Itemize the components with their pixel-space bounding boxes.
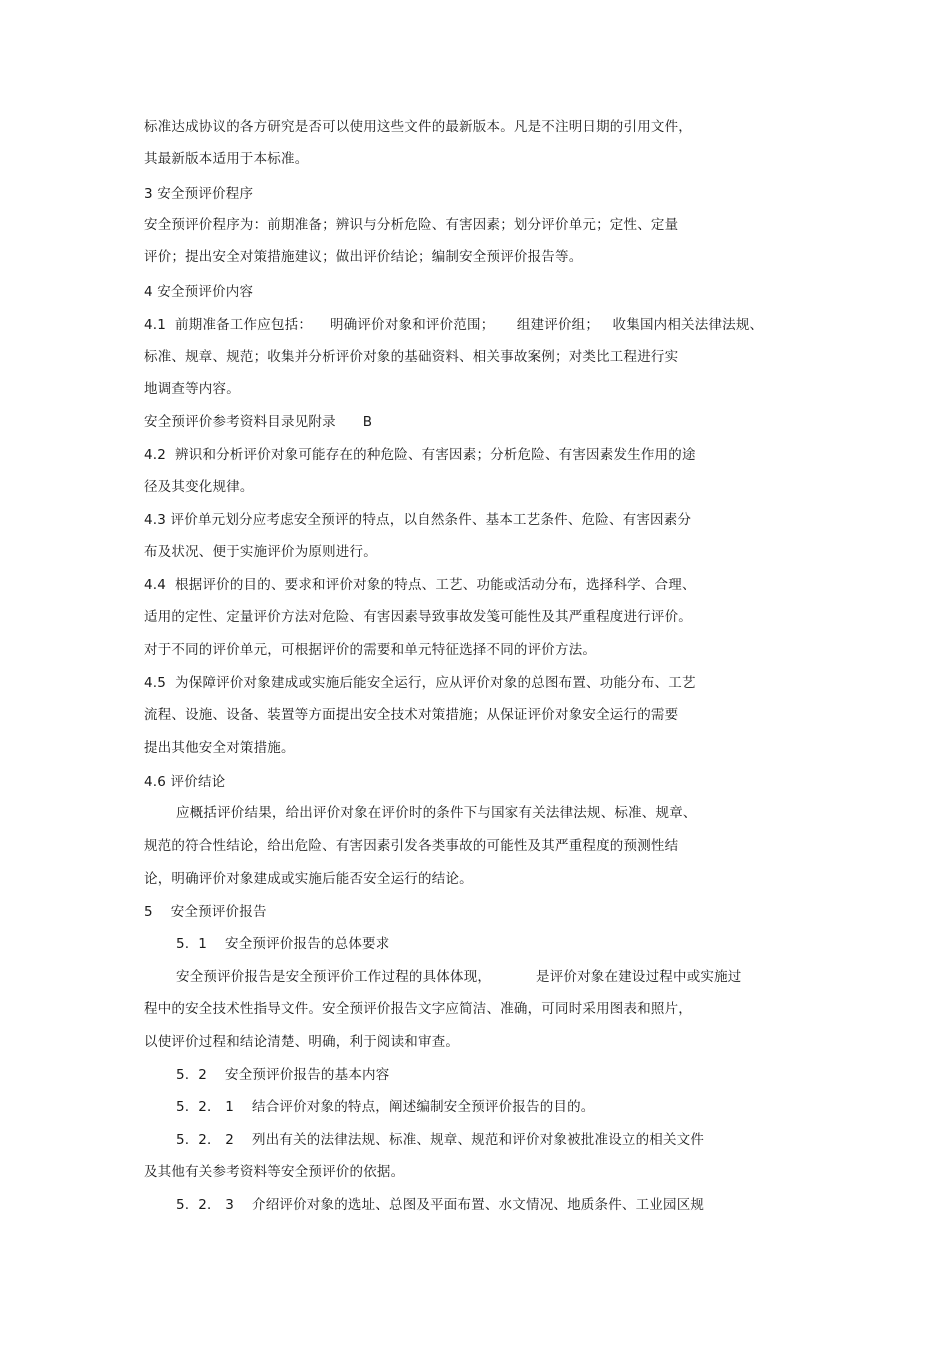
text-line: 安全预评价程序为：前期准备；辨识与分析危险、有害因素；划分评价单元；定性、定量 bbox=[144, 217, 679, 233]
text-line: 提出其他安全对策措施。 bbox=[144, 740, 295, 756]
text-line: 以使评价过程和结论清楚、明确，利于阅读和审查。 bbox=[144, 1034, 460, 1050]
section-heading: 5 安全预评价报告 bbox=[144, 904, 267, 920]
text-line: 及其他有关参考资料等安全预评价的依据。 bbox=[144, 1164, 405, 1180]
text-line: 标准达成协议的各方研究是否可以使用这些文件的最新版本。凡是不注明日期的引用文件， bbox=[144, 119, 692, 135]
text-line: 其最新版本适用于本标准。 bbox=[144, 151, 309, 167]
text-line: 4.4 根据评价的目的、要求和评价对象的特点、工艺、功能或活动分布，选择科学、合理、 bbox=[144, 577, 696, 593]
section-heading: 3 安全预评价程序 bbox=[144, 186, 254, 202]
text-line: 对于不同的评价单元，可根据评价的需要和单元特征选择不同的评价方法。 bbox=[144, 642, 597, 658]
subsection-heading: 5. 1 安全预评价报告的总体要求 bbox=[176, 936, 390, 952]
text-line: 5. 2． 3 介绍评价对象的选址、总图及平面布置、水文情况、地质条件、工业园区规 bbox=[176, 1197, 705, 1213]
section-heading: 4.6 评价结论 bbox=[144, 774, 226, 790]
text-line: 安全预评价参考资料目录见附录 B bbox=[144, 414, 373, 430]
text-line: 流程、设施、设备、装置等方面提出安全技术对策措施；从保证评价对象安全运行的需要 bbox=[144, 707, 679, 723]
text-line: 标准、规章、规范；收集并分析评价对象的基础资料、相关事故案例；对类比工程进行实 bbox=[144, 349, 679, 365]
text-line: 程中的安全技术性指导文件。安全预评价报告文字应简洁、准确，可同时采用图表和照片， bbox=[144, 1001, 692, 1017]
text-line: 适用的定性、定量评价方法对危险、有害因素导致事故发笺可能性及其严重程度进行评价。 bbox=[144, 609, 692, 625]
text-line: 评价；提出安全对策措施建议；做出评价结论；编制安全预评价报告等。 bbox=[144, 249, 583, 265]
text-line: 应概括评价结果，给出评价对象在评价时的条件下与国家有关法律法规、标准、规章、 bbox=[176, 805, 697, 821]
text-line: 规范的符合性结论，给出危险、有害因素引发各类事故的可能性及其严重程度的预测性结 bbox=[144, 838, 679, 854]
section-heading: 4 安全预评价内容 bbox=[144, 284, 254, 300]
text-line: 安全预评价报告是安全预评价工作过程的具体体现， 是评价对象在建设过程中或实施过 bbox=[176, 969, 742, 985]
text-line: 4.2 辨识和分析评价对象可能存在的种危险、有害因素；分析危险、有害因素发生作用的途 bbox=[144, 447, 696, 463]
text-line: 5. 2． 2 列出有关的法律法规、标准、规章、规范和评价对象被批准设立的相关文件 bbox=[176, 1132, 705, 1148]
text-line: 4.3 评价单元划分应考虑安全预评的特点，以自然条件、基本工艺条件、危险、有害因素分 bbox=[144, 512, 692, 528]
text-line: 地调查等内容。 bbox=[144, 381, 240, 397]
text-line: 布及状况、便于实施评价为原则进行。 bbox=[144, 544, 377, 560]
text-line: 论，明确评价对象建成或实施后能否安全运行的结论。 bbox=[144, 871, 473, 887]
text-line: 4.5 为保障评价对象建成或实施后能安全运行，应从评价对象的总图布置、功能分布、工艺 bbox=[144, 675, 696, 691]
subsection-heading: 5. 2 安全预评价报告的基本内容 bbox=[176, 1067, 390, 1083]
text-line: 径及其变化规律。 bbox=[144, 479, 254, 495]
text-line: 4.1 前期准备工作应包括： 明确评价对象和评价范围； 组建评价组； 收集国内相关法律法规、 bbox=[144, 317, 764, 333]
text-line: 5. 2． 1 结合评价对象的特点，阐述编制安全预评价报告的目的。 bbox=[176, 1099, 595, 1115]
